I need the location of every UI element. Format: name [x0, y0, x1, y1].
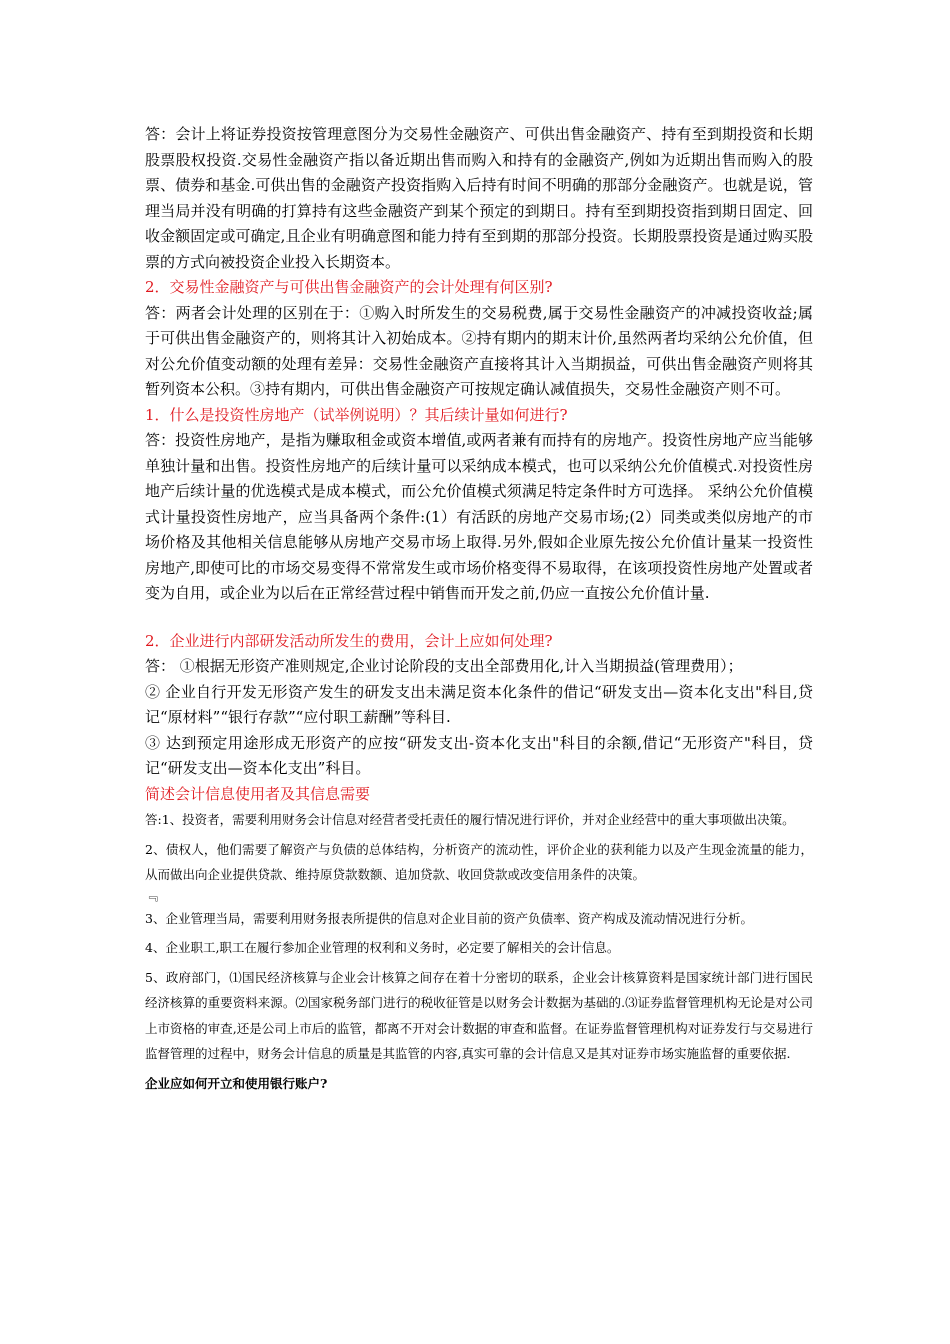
answer-rd-point-1: 答： ①根据无形资产准则规定,企业讨论阶段的支出全部费用化,计入当期损益(管理费用）； [145, 657, 743, 675]
info-user-management: 3、企业管理当局，需要利用财务报表所提供的信息对企业目前的资产负债率、资产构成及流动情况进行分析。 [145, 910, 753, 926]
question-heading-rd-expenses: 2．企业进行内部研发活动所发生的费用，会计上应如何处理? [145, 631, 553, 650]
question-heading-investment-property: 1．什么是投资性房地产（试举例说明）？其后续计量如何进行? [145, 405, 568, 424]
answer-rd-point-3: ③ 达到预定用途形成无形资产的应按“研发支出-资本化支出"科目的余额,借记“无形资产"科目，贷记“研发支出—资本化支出”科目。 [145, 733, 813, 777]
stray-glyph: ﹃ [145, 888, 159, 904]
answer-paragraph-securities: 答：会计上将证券投资按管理意图分为交易性金融资产、可供出售金融资产、持有至到期投资和长期股票股权投资.交易性金融资产指以备近期出售而购入和持有的金融资产,例如为近期出售而购入的股票、债券和基金.可供出售的金融资产投资指购入后持有时间不明确的那部分金融资产。也就是说，管理当局并没有明确的打算持有这些金融资产到某个预定的到期日。持有至到期投资指到期日固定、回收金额固定或可确定,且企业有明确意图和能力持有至到期的那部分投资。长期股票投资是通过购买股票的方式向被投资企业投入长期资本。 [145, 125, 813, 271]
question-heading-2: 2．交易性金融资产与可供出售金融资产的会计处理有何区别? [145, 278, 553, 296]
info-user-creditors: 2、债权人，他们需要了解资产与负债的总体结构，分析资产的流动性，评价企业的获利能力以及产生现金流量的能力，从而做出向企业提供贷款、维持原贷款数额、追加贷款、收回贷款或改变信用条件的决策。 [145, 841, 813, 882]
answer-rd-point-2: ② 企业自行开发无形资产发生的研发支出未满足资本化条件的借记“研发支出—资本化支出"科目,贷记“原材料”“银行存款”“应付职工薪酬”等科目. [145, 682, 813, 726]
answer-paragraph-investment-property: 答：投资性房地产，是指为赚取租金或资本增值,或两者兼有而持有的房地产。投资性房地产应当能够单独计量和出售。投资性房地产的后续计量可以采纳成本模式，也可以采纳公允价值模式.对投资性房地产后续计量的优选模式是成本模式，而公允价值模式须满足特定条件时方可选择。 采纳公允价值模式计量投资性房地产，应当具备两个条件:(1）有活跃的房地产交易市场;(2）同类或类似房地产的市场价格及其他相关信息能够从房地产交易市场上取得.另外,假如企业原先按公允价值计量某一投资性房地产,即使可比的市场交易变得不常常发生或市场价格变得不易取得，在该项投资性房地产处置或者变为自用，或企业为以后在正常经营过程中销售而开发之前,仍应一直按公允价值计量. [145, 431, 813, 602]
document-body [145, 122, 813, 1097]
question-heading-info-users: 简述会计信息使用者及其信息需要 [145, 784, 371, 803]
info-user-investors: 答:1、投资者，需要利用财务会计信息对经营者受托责任的履行情况进行评价，并对企业经营中的重大事项做出决策。 [145, 812, 795, 827]
question-heading-bank-accounts: 企业应如何开立和使用银行账户? [145, 1075, 328, 1091]
answer-paragraph-accounting-difference: 答：两者会计处理的区别在于：①购入时所发生的交易税费,属于交易性金融资产的冲减投资收益;属于可供出售金融资产的，则将其计入初始成本。②持有期内的期末计价,虽然两者均采纳公允价值，但对公允价值变动额的处理有差异：交易性金融资产直接将其计入当期损益，可供出售金融资产则将其暂列资本公积。③持有期内，可供出售金融资产可按规定确认减值损失，交易性金融资产则不可。 [145, 303, 813, 398]
info-user-employees: 4、企业职工,职工在履行参加企业管理的权利和义务时，必定要了解相关的会计信息。 [145, 940, 620, 955]
blank-line [145, 607, 813, 629]
info-user-government: 5、政府部门，⑴国民经济核算与企业会计核算之间存在着十分密切的联系，企业会计核算资料是国家统计部门进行国民经济核算的重要资料来源。⑵国家税务部门进行的税收征管是以财务会计数据为基础的.⑶证券监督管理机构无论是对公司上市资格的审查,还是公司上市后的监管，都离不开对会计数据的审查和监督。在证券监督管理机构对证券发行与交易进行监督管理的过程中，财务会计信息的质量是其监管的内容,真实可靠的会计信息又是其对证券市场实施监督的重要依据. [145, 969, 813, 1061]
